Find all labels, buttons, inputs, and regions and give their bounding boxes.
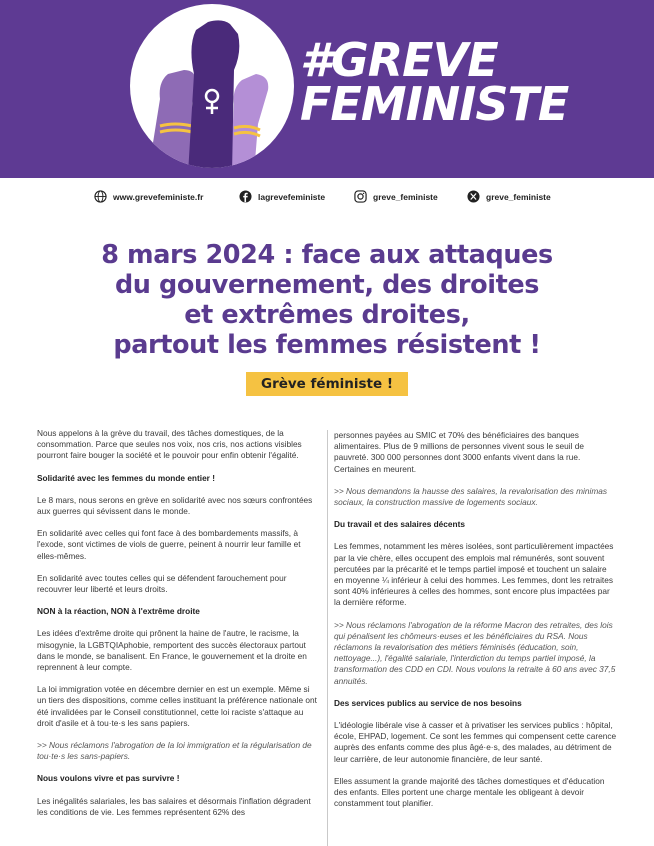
social-instagram[interactable]: [354, 190, 438, 203]
section-heading-vivre: Nous voulons vivre et pas survivre !: [37, 773, 180, 784]
title-line2: du gouvernement, des droites: [114, 270, 540, 300]
section-heading-solidarite: Solidarité avec les femmes du monde entier !: [37, 472, 215, 483]
right-paragraph: Elles assument la grande majorité des tâches domestiques et d'éducation des enfants. Elles portent une charge mentale les obligeant à devoir constamment tout planifier.: [334, 775, 605, 809]
social-links: [0, 186, 654, 210]
social-x-label: greve_feministe: [486, 191, 551, 202]
social-facebook[interactable]: [239, 190, 325, 203]
demand-quote: >> Nous demandons la hausse des salaires, la revalorisation des minimas sociaux, la construction massive de logements sociaux.: [334, 485, 608, 508]
greve-tag: Grève féministe !: [246, 372, 408, 396]
section-heading-services: Des services publics au service de nos besoins: [334, 697, 522, 708]
brand-title: [300, 33, 569, 131]
title-line1: 8 mars 2024 : face aux attaques: [101, 240, 553, 270]
social-website-label: www.grevefeministe.fr: [113, 191, 204, 202]
right-paragraph: personnes payées au SMIC et 70% des bénéficiaires des banques alimentaires. Plus de 9 millions de personnes vivent sous le seuil de pauvreté. 300 000 personnes dont 3000 enfants vivent dans la rue. Certaines en meurent.: [334, 430, 584, 474]
header-banner: [0, 0, 654, 178]
facebook-icon: [239, 190, 252, 203]
title-line4: partout les femmes résistent !: [113, 330, 541, 360]
social-website[interactable]: [94, 190, 203, 203]
left-column: [37, 428, 319, 829]
left-paragraph: Nous appelons à la grève du travail, des tâches domestiques, de la consommation. Parce que seules nos voix, nos cris, nos actions visibles pourront faire bouger la société et le pouvoir pour enfin obtenir l'égalité.: [37, 428, 302, 461]
left-paragraph: Les inégalités salariales, les bas salaires et désormais l'inflation dégradent les conditions de vie. Les femmes représentent 62% des: [37, 795, 311, 817]
right-column: [334, 430, 618, 820]
right-paragraph: Les femmes, notamment les mères isolées, sont particulièrement impactées par la vie chère, elles occupent des emplois mal rémunérés, sont souvent percutées par la précarité et le temps partiel imposé et touchent un salaire en moyenne ¼ inférieur à celui des hommes. Les femmes, dont les retraites sont 40% inférieures à celles des hommes, sont encore plus impactées par la dernière réforme.: [334, 541, 614, 608]
globe-icon: [94, 190, 107, 203]
right-paragraph: L'idéologie libérale vise à casser et à privatiser les services publics : hôpital, école, EHPAD, logement. Ce sont les femmes qui compensent cette carence auprès des enfants comme des plus âgé·e·s, des malades, au détriment de leur carrière, de leur autonomie financière, de leur santé.: [334, 720, 617, 764]
social-facebook-label: lagrevefeministe: [258, 191, 326, 202]
logo: [130, 4, 294, 168]
section-heading-travail: Du travail et des salaires décents: [334, 519, 465, 530]
brand-line2: FEMINISTE: [300, 77, 569, 131]
raised-fists-icon: [130, 4, 294, 168]
left-paragraph: Le 8 mars, nous serons en grève en solidarité avec nos sœurs confrontées aux guerres qui sévissent dans le monde.: [37, 494, 313, 517]
demand-quote: >> Nous réclamons l'abrogation de la réforme Macron des retraites, des lois qui pénalisent les chômeurs·euses et les bénéficiaires du RSA. Nous réclamons la revalorisation des métiers féminisés (éducation, soin, nettoyage...), l'égalité salariale, l'interdiction du temps partiel imposé, la transformation des CDD en CDI. Nous voulons la retraite à 60 ans avec 37,5 annuités.: [334, 619, 616, 686]
column-divider: [327, 430, 328, 846]
page-title: [40, 240, 614, 360]
section-heading-reaction: NON à la réaction, NON à l'extrême droite: [37, 606, 200, 617]
demand-quote: >> Nous réclamons l'abrogation de la loi immigration et la régularisation de tou·te·s les sans-papiers.: [37, 740, 312, 762]
title-line3: et extrêmes droites,: [184, 300, 470, 330]
left-paragraph: En solidarité avec toutes celles qui se défendent farouchement pour recouvrer leur liberté et leurs droits.: [37, 572, 287, 595]
brand-line1: #GREVE: [300, 33, 498, 87]
left-paragraph: En solidarité avec celles qui font face à des bombardements massifs, à l'exode, sont victimes de viols de guerre, peinent à nourrir leur famille et elles-mêmes.: [37, 528, 301, 561]
left-paragraph: Les idées d'extrême droite qui prônent la haine de l'autre, le racisme, la misogynie, la LGBTQIAphobie, remportent des succès électoraux partout dans le monde, se banalisent. En France, le gouvernement et la droite en reprennent à leur compte.: [37, 628, 307, 673]
x-icon: [467, 190, 480, 203]
instagram-icon: [354, 190, 367, 203]
social-x[interactable]: [467, 190, 551, 203]
social-instagram-label: greve_feministe: [373, 191, 438, 202]
left-paragraph: La loi immigration votée en décembre dernier en est un exemple. Même si un tiers des dispositions, comme celles instituant la préférence nationale ont été invalidées par le Conseil constitutionnel, cette loi raciste s'attaque au droit d'asile et à tou·te·s les sans papiers.: [37, 684, 317, 728]
